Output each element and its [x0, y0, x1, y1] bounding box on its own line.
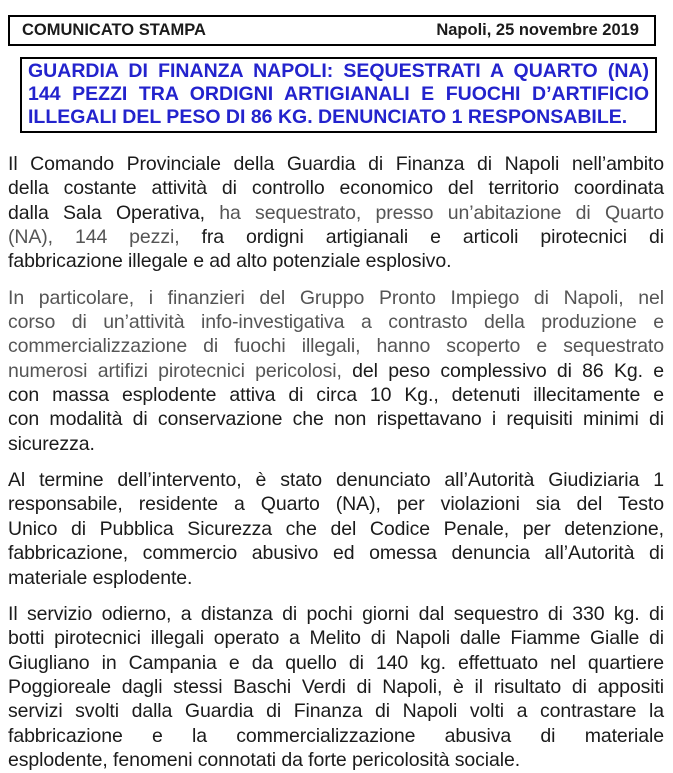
text-segment: ha sequestrato, presso un’abitazione di Quarto	[219, 201, 664, 224]
text-line	[8, 626, 664, 650]
text-line	[8, 201, 664, 225]
headline-box	[20, 57, 657, 133]
text-line	[8, 699, 664, 723]
headline-line: ILLEGALI DEL PESO DI 86 KG. DENUNCIATO 1 RESPONSABILE.	[28, 106, 628, 128]
press-release-body	[8, 152, 664, 773]
paragraph	[8, 468, 664, 590]
text-line	[8, 724, 664, 748]
text-segment: Il Comando Provinciale della Guardia di Finanza di Napoli nell’ambito	[8, 153, 664, 175]
paragraph	[8, 152, 664, 274]
text-segment: fabbricazione, commercio abusivo ed omessa denuncia all’Autorità di	[8, 542, 664, 565]
text-line	[8, 249, 664, 273]
text-segment: del peso complessivo di 86 Kg. e	[352, 359, 665, 382]
dateline: Napoli, 25 novembre 2019	[436, 21, 639, 39]
text-line	[8, 286, 664, 310]
text-segment: esplodente, fenomeni connotati da forte pericolosità sociale.	[8, 748, 521, 771]
text-line	[8, 468, 664, 492]
text-line	[8, 566, 664, 590]
text-segment: sicurezza.	[8, 432, 95, 455]
text-line	[8, 383, 664, 407]
text-line	[8, 407, 664, 431]
text-line	[8, 517, 664, 541]
headline-line: 144 PEZZI TRA ORDIGNI ARTIGIANALI E FUOCHI D’ARTIFICIO	[28, 83, 649, 105]
text-line	[8, 651, 664, 675]
header-bar	[8, 15, 656, 46]
text-line	[8, 602, 664, 626]
text-segment: numerosi artifizi pirotecnici pericolosi,	[8, 359, 353, 382]
text-segment: della costante attività di controllo economico del territorio coordinata	[8, 177, 664, 200]
text-segment: commercializzazione di fuochi illegali, hanno scoperto e sequestrato	[8, 335, 664, 358]
text-segment: servizi svolti dalla Guardia di Finanza di Napoli volti a contrastare la	[8, 700, 664, 723]
text-line	[8, 152, 664, 176]
text-segment: dalla Sala Operativa,	[8, 201, 220, 224]
text-line	[8, 432, 664, 456]
text-segment: botti pirotecnici illegali operato a Melito di Napoli dalle Fiamme Gialle di	[8, 627, 664, 650]
text-segment: responsabile, residente a Quarto (NA), per violazioni sia del Testo	[8, 493, 664, 516]
text-line	[8, 310, 664, 334]
text-segment: Giugliano in Campania e da quello di 140 kg. effettuato nel quartiere	[8, 651, 664, 674]
text-segment: In particolare, i finanzieri del Gruppo Pronto Impiego di Napoli, nel	[8, 286, 664, 309]
text-segment: corso di un’attività info-investigativa a contrasto della produzione e	[8, 311, 664, 334]
text-line	[8, 176, 664, 200]
paragraph	[8, 602, 664, 772]
text-line	[8, 225, 664, 249]
text-line	[8, 675, 664, 699]
text-segment: con modalità di conservazione che non rispettavano i requisiti minimi di	[8, 408, 664, 431]
document-type-label: COMUNICATO STAMPA	[22, 21, 206, 39]
text-segment: fra ordigni artigianali e articoli pirotecnici di	[201, 226, 664, 249]
text-line	[8, 359, 664, 383]
text-line	[8, 334, 664, 358]
text-segment: Il servizio odierno, a distanza di pochi giorni dal sequestro di 330 kg. di	[8, 602, 664, 625]
paragraph	[8, 286, 664, 456]
text-segment: Unico di Pubblica Sicurezza che del Codice Penale, per detenzione,	[8, 517, 664, 540]
text-segment: Poggioreale dagli stessi Baschi Verdi di Napoli, è il risultato di appositi	[8, 675, 664, 698]
headline-line: GUARDIA DI FINANZA NAPOLI: SEQUESTRATI A QUARTO (NA)	[28, 60, 649, 82]
text-segment: (NA), 144 pezzi,	[8, 226, 202, 249]
text-line	[8, 748, 664, 772]
text-segment: con massa esplodente attiva di circa 10 Kg., detenuti illecitamente e	[8, 384, 664, 407]
text-segment: fabbricazione illegale e ad alto potenziale esplosivo.	[8, 250, 452, 273]
text-segment: fabbricazione e la commercializzazione abusiva di materiale	[8, 724, 664, 747]
text-line	[8, 541, 664, 565]
text-segment: Al termine dell’intervento, è stato denunciato all’Autorità Giudiziaria 1	[8, 469, 664, 492]
text-segment: materiale esplodente.	[8, 566, 193, 589]
text-line	[8, 492, 664, 516]
